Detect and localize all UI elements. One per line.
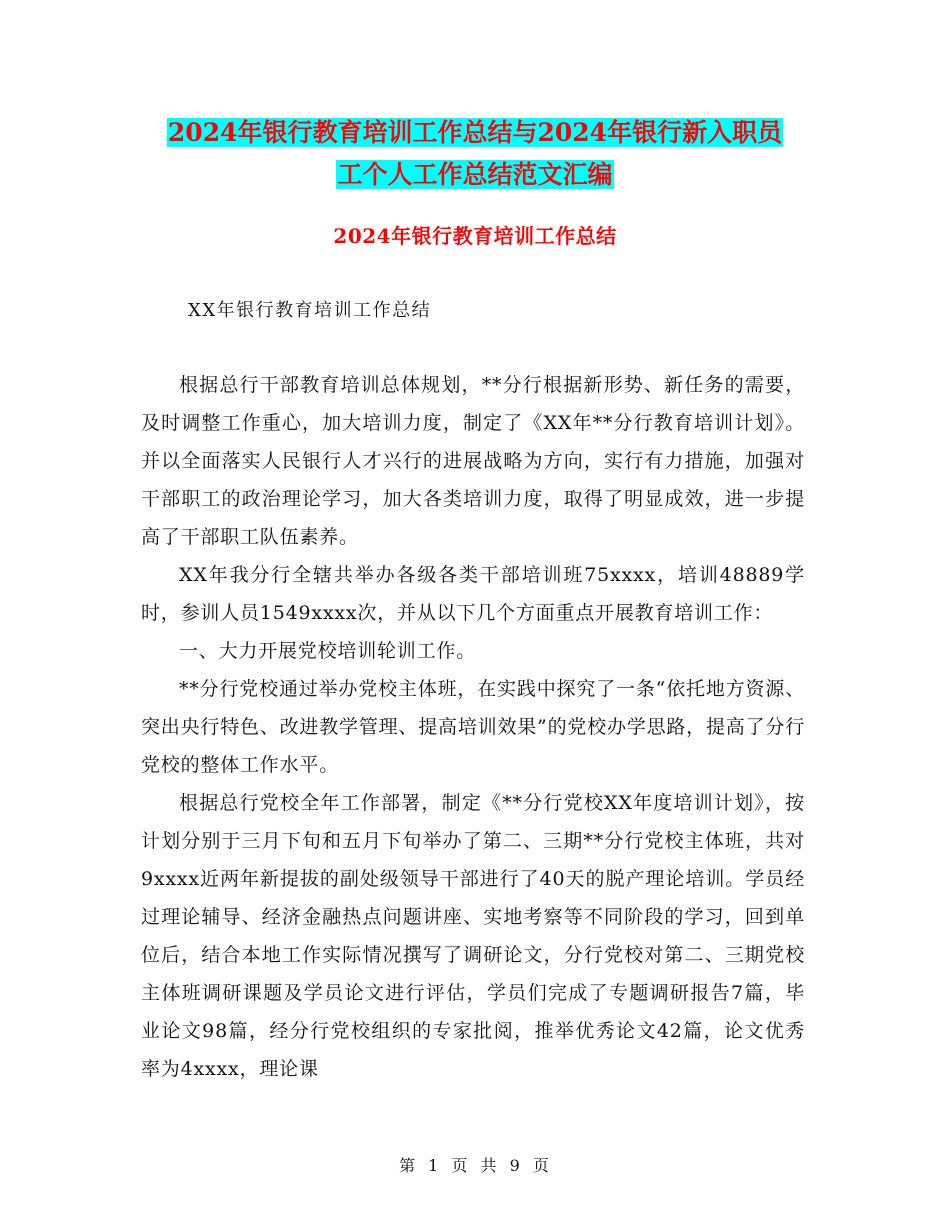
body-text [141, 366, 805, 1088]
paragraph: 根据总行党校全年工作部署，制定《**分行党校XX年度培训计划》，按计划分别于三月下旬和五月下旬举办了第二、三期**分行党校主体班，共对9xxxx近两年新提拔的副处级领导干部进行了40天的脱产理论培训。学员经过理论辅导、经济金融热点问题讲座、实地考察等不同阶段的学习，回到单位后，结合本地工作实际情况撰写了调研论文，分行党校对第二、三期党校主体班调研课题及学员论文进行评估，学员们完成了专题调研报告7篇，毕业论文98篇，经分行党校组织的专家批阅，推举优秀论文42篇，论文优秀率为4xxxx，理论课 [141, 792, 805, 1080]
paragraph: **分行党校通过举办党校主体班，在实践中探究了一条“依托地方资源、突出央行特色、改进教学管理、提高培训效果”的党校办学思路，提高了分行党校的整体工作水平。 [141, 678, 805, 776]
document-title [0, 112, 950, 196]
paragraph: XX年我分行全辖共举办各级各类干部培训班75xxxx，培训48889学时，参训人员1549xxxx次，并从以下几个方面重点开展教育培训工作： [141, 564, 805, 624]
page-footer: 第 1 页 共 9 页 [399, 1156, 551, 1175]
subtitle: XX年银行教育培训工作总结 [188, 300, 432, 321]
paragraph: 根据总行干部教育培训总体规划，**分行根据新形势、新任务的需要，及时调整工作重心，加大培训力度，制定了《XX年**分行教育培训计划》。并以全面落实人民银行人才兴行的进展战略为方向，实行有力措施，加强对干部职工的政治理论学习，加大各类培训力度，取得了明显成效，进一步提高了干部职工队伍素养。 [141, 374, 805, 548]
paragraph: 一、大力开展党校培训轮训工作。 [179, 640, 477, 662]
document-title-line-2: 工个人工作总结范文汇编 [337, 160, 613, 189]
section-title: 2024年银行教育培训工作总结 [333, 224, 617, 248]
document-title-line-1: 2024年银行教育培训工作总结与2024年银行新入职员 [167, 118, 783, 147]
